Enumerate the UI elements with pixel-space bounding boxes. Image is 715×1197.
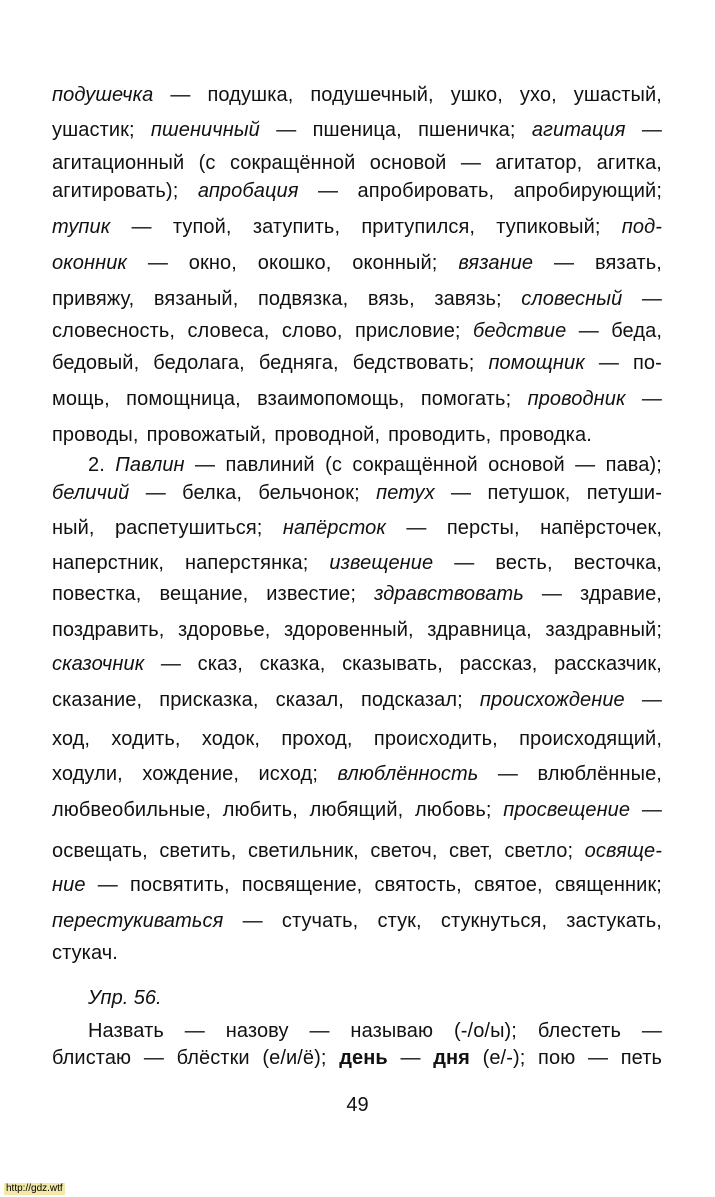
word: сказал, (275, 689, 344, 711)
word: подушка, (207, 84, 294, 106)
word: — (541, 583, 562, 605)
word: пою (538, 1047, 576, 1069)
word: подвязка, (257, 288, 349, 310)
word: — (242, 910, 263, 932)
word: любящий, (309, 799, 404, 821)
word: притупился, (361, 216, 476, 238)
word: 2. (88, 454, 105, 476)
word: здравница, (427, 619, 532, 641)
word: пшеничный (150, 119, 260, 141)
word: завязь; (434, 288, 502, 310)
word: стучать, (281, 910, 359, 932)
word: стукнуться, (440, 910, 548, 932)
word: агитка, (596, 152, 662, 174)
word: священник; (554, 874, 662, 896)
text-line (52, 761, 662, 787)
word: застукать, (566, 910, 662, 932)
word: известие; (266, 583, 357, 605)
word: напёрсток (282, 517, 386, 539)
word: пава); (605, 454, 662, 476)
word: наперстянка; (185, 552, 309, 574)
word: бедняга, (258, 352, 339, 374)
word: происхождение (479, 689, 625, 711)
word: наперстник, (52, 552, 165, 574)
word: Павлин (115, 454, 185, 476)
text-line (52, 386, 662, 412)
word: — (400, 1047, 421, 1069)
text-line (52, 422, 662, 448)
word: хождение, (142, 763, 239, 785)
word: затупить, (252, 216, 341, 238)
word: любить, (222, 799, 298, 821)
word: ушастик; (52, 119, 135, 141)
word: слово, (281, 320, 343, 342)
word: словесность, (52, 320, 176, 342)
word: здоровье, (177, 619, 271, 641)
word: рассказчик, (554, 653, 662, 675)
word: апробировать, (357, 180, 495, 202)
word: ходок, (201, 728, 261, 750)
word: — (160, 653, 181, 675)
word: (с (325, 454, 342, 476)
watermark-link[interactable]: http://gdz.wtf (6, 1183, 63, 1194)
word: любвеобильные, (52, 799, 211, 821)
word: освяще- (584, 840, 662, 862)
word: ушастый, (573, 84, 662, 106)
word: — (497, 763, 518, 785)
word: подушечный, (310, 84, 434, 106)
word: светоч, (370, 840, 438, 862)
word: — (641, 1020, 662, 1042)
word: бедолага, (153, 352, 245, 374)
word: — (143, 1047, 164, 1069)
word: посвятить, (129, 874, 230, 896)
word: — (406, 517, 427, 539)
word: распетушиться; (114, 517, 263, 539)
text-line (52, 651, 662, 677)
word: сказка, (259, 653, 326, 675)
word: освещать, (52, 840, 148, 862)
word: — (317, 180, 339, 202)
word: — (131, 216, 152, 238)
word: апробация (197, 180, 299, 202)
word: белка, (182, 482, 242, 504)
word: блестеть (537, 1020, 621, 1042)
word: здравие, (580, 583, 662, 605)
word: — (145, 482, 166, 504)
word: — (276, 119, 297, 141)
text-line (52, 940, 662, 966)
word: бельчонок; (258, 482, 360, 504)
word: — (170, 84, 191, 106)
word: вещание, (159, 583, 249, 605)
word: блёстки (176, 1047, 250, 1069)
word: (с (198, 152, 216, 174)
word: — (641, 689, 662, 711)
word: любовь; (414, 799, 492, 821)
word: рассказ, (459, 653, 538, 675)
word: день (339, 1047, 388, 1069)
word: основой (369, 152, 447, 174)
word: (е/-); (482, 1047, 526, 1069)
text-line (52, 286, 662, 312)
word: петь (620, 1047, 662, 1069)
exercise-heading: Упр. 56. (88, 987, 162, 1009)
word: агитировать); (52, 180, 179, 202)
word: светильник, (247, 840, 359, 862)
word: словесный (521, 288, 623, 310)
word: светить, (159, 840, 237, 862)
word: назову (225, 1020, 289, 1042)
text-line (52, 838, 662, 864)
word: — (578, 320, 599, 342)
word: словеса, (187, 320, 270, 342)
word: свет, (448, 840, 493, 862)
word: — (460, 152, 481, 174)
text-line (52, 480, 662, 506)
word: — (641, 119, 662, 141)
word: присказка, (159, 689, 259, 711)
word: блистаю (52, 1047, 132, 1069)
word: агитация (531, 119, 626, 141)
word: — (641, 288, 662, 310)
word: исход; (258, 763, 318, 785)
text-line (52, 617, 662, 643)
word: подсказал; (361, 689, 463, 711)
word: проводы, (52, 424, 139, 446)
word: происходить, (373, 728, 498, 750)
text-line (52, 1045, 662, 1071)
word: светло; (504, 840, 574, 862)
word: агитатор, (495, 152, 583, 174)
text-line (52, 178, 662, 204)
word: поздравить, (52, 619, 165, 641)
word: ный, (52, 517, 95, 539)
word: сказочник (52, 653, 145, 675)
word: — (575, 454, 596, 476)
word: присловие; (354, 320, 461, 342)
word: петушок, (487, 482, 571, 504)
word: помогать; (420, 388, 512, 410)
word: персты, (446, 517, 520, 539)
word: сказ, (197, 653, 243, 675)
word: (е/и/ё); (262, 1047, 327, 1069)
word: просвещение (503, 799, 631, 821)
text-line (52, 318, 662, 344)
word: перестукиваться (52, 910, 224, 932)
word: петуши- (586, 482, 662, 504)
word: весть, (495, 552, 553, 574)
word: ние (52, 874, 86, 896)
word: окошко, (257, 252, 332, 274)
word: оконный; (352, 252, 438, 274)
word: взаимопомощь, (257, 388, 405, 410)
word: оконник (52, 252, 127, 274)
word: святое, (473, 874, 543, 896)
word: — (451, 482, 472, 504)
word: ухо, (519, 84, 557, 106)
word: стукач. (52, 942, 118, 964)
text-line (52, 908, 662, 934)
word: петух (376, 482, 435, 504)
word: апробирующий; (513, 180, 662, 202)
word: происходящий, (519, 728, 662, 750)
text-line (52, 797, 662, 823)
word: — (195, 454, 216, 476)
word: святость, (374, 874, 462, 896)
text-line (52, 82, 662, 108)
word: помощник (488, 352, 585, 374)
word: тупик (52, 216, 111, 238)
word: — (587, 1047, 609, 1069)
word: провожатый, (146, 424, 267, 446)
word: Назвать (88, 1020, 164, 1042)
word: (-/о/ы); (454, 1020, 517, 1042)
word: проводник (527, 388, 626, 410)
word: повестка, (52, 583, 142, 605)
word: — (554, 252, 575, 274)
word: ходули, (52, 763, 123, 785)
word: — (641, 388, 662, 410)
word: извещение (329, 552, 434, 574)
text-line (52, 687, 662, 713)
word: — (147, 252, 168, 274)
word: весточка, (573, 552, 662, 574)
text-line (52, 581, 662, 607)
word: бедовый, (52, 352, 140, 374)
word: здоровенный, (283, 619, 414, 641)
text-line (52, 350, 662, 376)
word: беличий (52, 482, 130, 504)
page-number: 49 (346, 1094, 369, 1116)
text-line (52, 150, 662, 176)
word: сказывать, (342, 653, 443, 675)
word: вязать, (595, 252, 662, 274)
text-line (52, 550, 662, 576)
word: ходить, (111, 728, 181, 750)
text-line (52, 872, 662, 898)
text-line (52, 726, 662, 752)
word: привяжу, (52, 288, 135, 310)
word: вязь, (367, 288, 415, 310)
word: агитационный (52, 152, 185, 174)
word: сокращённой (229, 152, 356, 174)
word: ход, (52, 728, 91, 750)
word: влюблённость (337, 763, 479, 785)
word: проход, (281, 728, 353, 750)
word: сказание, (52, 689, 143, 711)
word: — (184, 1020, 205, 1042)
word: проводка. (499, 424, 592, 446)
word: — (97, 874, 118, 896)
text-line (88, 1018, 662, 1044)
word: посвящение, (241, 874, 363, 896)
word: мощь, (52, 388, 110, 410)
word: по- (633, 352, 662, 374)
word: основой (488, 454, 565, 476)
word: павлиний (225, 454, 315, 476)
word: влюблённые, (537, 763, 662, 785)
word: здравствовать (374, 583, 524, 605)
word: вязаный, (153, 288, 239, 310)
word: — (641, 799, 662, 821)
word: называю (350, 1020, 434, 1042)
word: ушко, (450, 84, 503, 106)
word: проводной, (274, 424, 381, 446)
word: — (309, 1020, 330, 1042)
word: помощница, (126, 388, 241, 410)
word: бедствовать; (352, 352, 475, 374)
word: дня (433, 1047, 470, 1069)
word: пшеница, (312, 119, 402, 141)
word: тупиковый; (496, 216, 601, 238)
word: тупой, (172, 216, 232, 238)
word: — (598, 352, 619, 374)
text-line (52, 214, 662, 240)
word: вязание (458, 252, 534, 274)
word: пшеничка; (418, 119, 516, 141)
word: заздравный; (545, 619, 662, 641)
word: стук, (377, 910, 422, 932)
word: под- (621, 216, 662, 238)
text-line (88, 452, 662, 478)
text-line (52, 515, 662, 541)
word: сокращённой (352, 454, 478, 476)
word: напёрсточек, (540, 517, 662, 539)
word: бедствие (472, 320, 567, 342)
word: окно, (188, 252, 237, 274)
word: беда, (611, 320, 662, 342)
text-line (52, 250, 662, 276)
text-line (52, 117, 662, 143)
word: проводить, (388, 424, 492, 446)
word: подушечка (52, 84, 154, 106)
word: — (454, 552, 475, 574)
